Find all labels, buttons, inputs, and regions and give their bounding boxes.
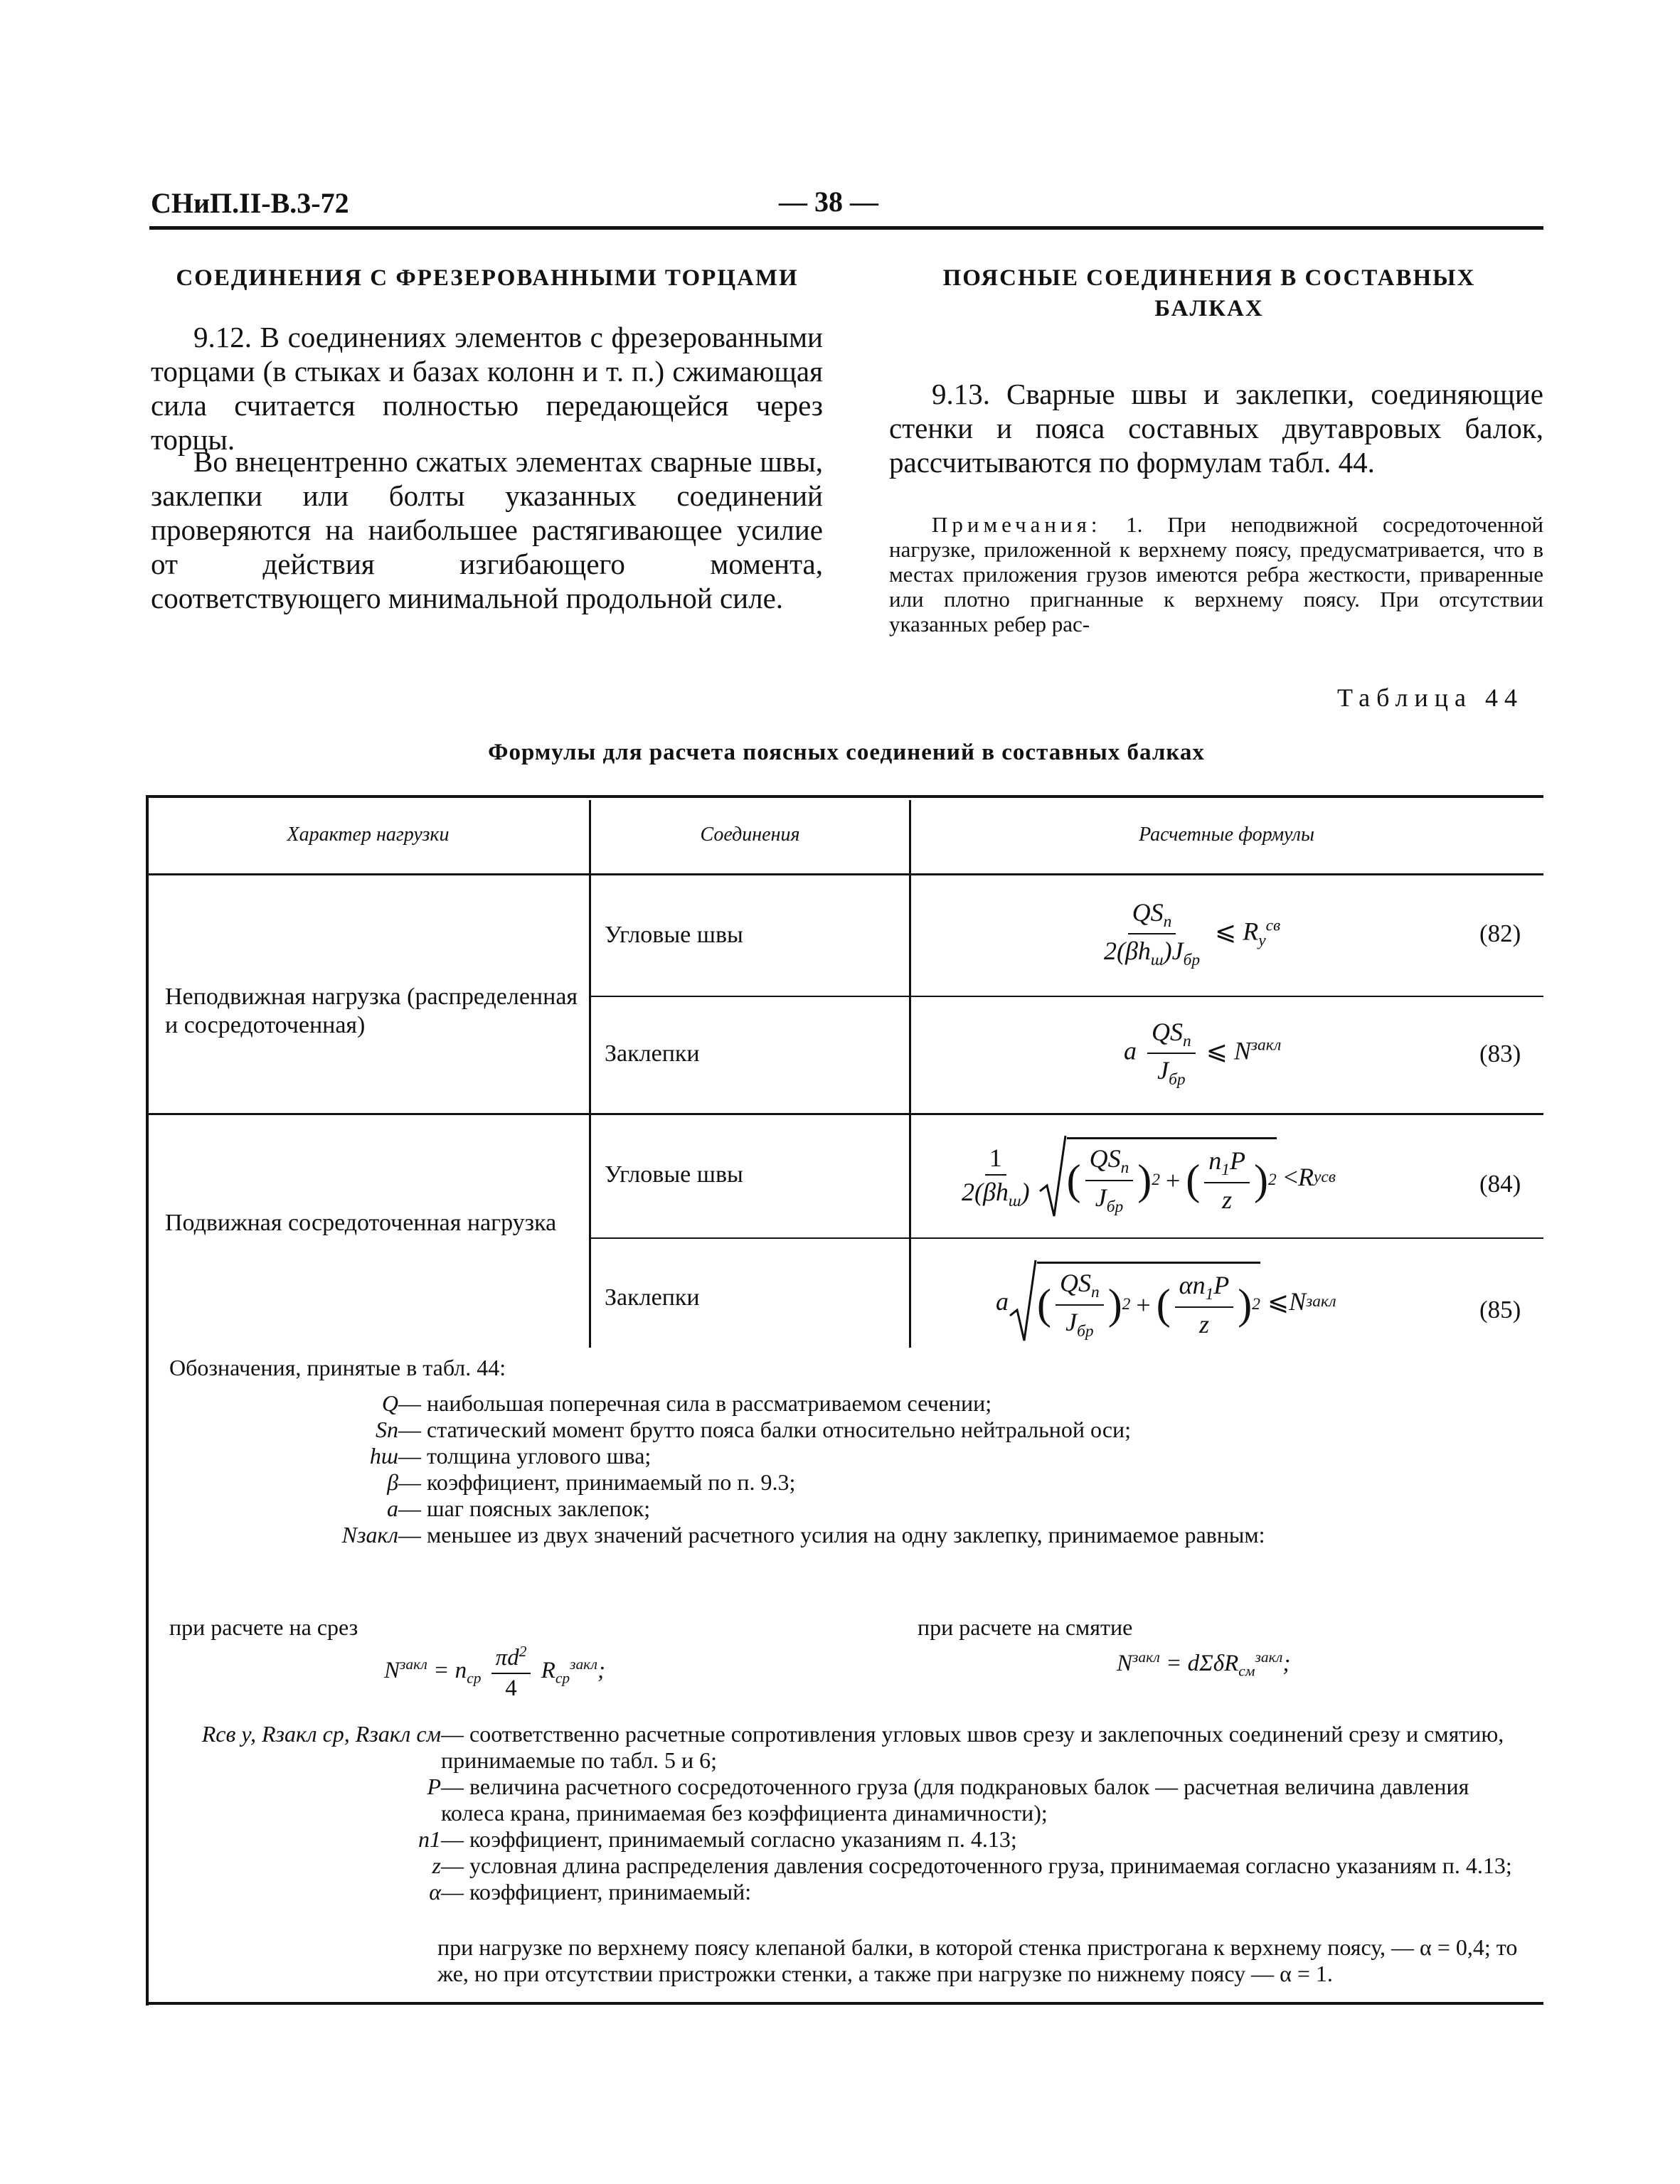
header-load-type: Характер нагрузки	[287, 824, 450, 846]
legend-text: — меньшее из двух значений расчетного усилия на одну заклепку, принимаемое равным:	[398, 1522, 1265, 1548]
legend-text: — соответственно расчетные сопротивления угловых швов срезу и заклепочных соединений срезу и смятию, принимаемые по табл. 5 и 6;	[441, 1721, 1504, 1773]
legend-sym: Q	[381, 1390, 398, 1416]
paragraph-eccentric: Во внецентренно сжатых элементах сварные швы, заклепки или болты указанных соединений проверяются на наибольшее растягивающее усилие от действия изгибающего момента, соответствующего минимальной продольной силе.	[151, 445, 823, 614]
formula-shear: $N^{закл} = n_{ср}$ $\frac{\pi d^2}{4}$ $R_{ср}^{закл}$;	[384, 1643, 605, 1701]
load-fixed: Неподвижная нагрузка (распределенная и сосредоточенная)	[165, 984, 578, 1038]
legend-sym: Sп	[376, 1417, 398, 1442]
legend-intro: Обозначения, принятые в табл. 44:	[169, 1355, 506, 1380]
table-top-rule	[146, 795, 1543, 798]
header-connections: Соединения	[700, 824, 800, 846]
load-moving: Подвижная сосредоточенная нагрузка	[165, 1210, 557, 1236]
legend-sym: P	[427, 1774, 441, 1799]
legend-text: — статический момент брутто пояса балки относительно нейтральной оси;	[398, 1417, 1132, 1442]
conn-fillet-82: Угловые швы	[605, 922, 743, 948]
table-left-border	[146, 795, 149, 2005]
note-text: 1. При неподвижной сосредоточенной нагрузке, приложенной к верхнему поясу, предусматривается, что в местах приложения грузов имеются ребра жесткости, приваренные или плотно пригнанные к верхнему поясу. При отсутствии указанных ребер рас-	[889, 512, 1543, 636]
legend-item-alpha	[192, 1879, 1543, 1905]
legend-sym: Rсв у, Rзакл ср, Rзакл см	[201, 1721, 441, 1747]
table-caption: Формулы для расчета поясных соединений в составных балках	[488, 740, 1205, 765]
legend-sym: z	[432, 1853, 441, 1878]
note-block	[889, 512, 1543, 636]
legend-text: — коэффициент, принимаемый:	[441, 1879, 752, 1905]
formula-85: a ( $\frac{QS_п}{J_{бр}}$ ) 2 + ( $\frac{\alpha n_1P}{z}$ ) 2 ⩽ N закл	[996, 1259, 1336, 1344]
legend-item-p	[192, 1774, 1543, 1826]
right-section-heading: ПОЯСНЫЕ СОЕДИНЕНИЯ В СОСТАВНЫХ БАЛКАХ	[942, 265, 1476, 321]
legend-text: — коэффициент, принимаемый согласно указаниям п. 4.13;	[441, 1826, 1017, 1852]
formula-number-85: (85)	[1479, 1296, 1521, 1323]
legend-sym: β	[387, 1469, 398, 1495]
doc-code: СНиП.II-В.3-72	[151, 187, 349, 219]
conn-rivets-85: Заклепки	[605, 1284, 700, 1311]
legend-item-z	[192, 1853, 1543, 1879]
formula-82: $\frac{QS_п}{2(\beta h_ш)J_{бр}}$ ⩽ $R_у^{св}$	[1104, 898, 1281, 970]
row-rule-82	[589, 996, 1543, 997]
table-bottom-rule	[146, 2002, 1543, 2005]
table-col-divider-1	[589, 800, 591, 1348]
row-rule-84	[589, 1237, 1543, 1239]
legend-text: — величина расчетного сосредоточенного груза (для подкрановых балок — расчетная величина давления колеса крана, принимаемая без коэффициента динамичности);	[441, 1774, 1469, 1826]
formula-number-83: (83)	[1479, 1040, 1521, 1067]
legend-sym: hш	[369, 1443, 398, 1469]
formula-number-84: (84)	[1479, 1170, 1521, 1198]
formula-83: a $\frac{QS_п}{J_{бр}}$ ⩽ $N^{закл}$	[1124, 1018, 1282, 1090]
legend-item-q	[270, 1390, 1543, 1417]
conn-fillet-84: Угловые швы	[605, 1161, 743, 1188]
legend-sym: Nзакл	[341, 1522, 398, 1548]
paragraph-9-12: 9.12. В соединениях элементов с фрезерованными торцами (в стыках и базах колонн и т. п.) сжимающая сила считается полностью передающейся через торцы.	[151, 321, 823, 456]
formula-bearing: $N^{закл} = d\Sigma\delta R_{см}^{закл}$;	[1117, 1648, 1291, 1680]
left-section-heading: СОЕДИНЕНИЯ С ФРЕЗЕРОВАННЫМИ ТОРЦАМИ	[176, 265, 799, 291]
legend-item-r	[192, 1721, 1543, 1774]
table-label: Таблица 44	[1337, 683, 1524, 712]
legend-text: — наибольшая поперечная сила в рассматриваемом сечении;	[398, 1390, 992, 1416]
table-col-divider-2	[909, 800, 911, 1348]
legend-item-sp	[270, 1417, 1543, 1443]
alpha-text: при нагрузке по верхнему поясу клепаной балки, в которой стенка пристрогана к верхнему поясу, — α = 0,4; то же, но при отсутствии пристрожки стенки, а также при нагрузке по нижнему поясу — α = 1.	[437, 1934, 1518, 1986]
legend-sym: α	[429, 1879, 441, 1905]
formula-84: $\frac{1}{2(\beta h_ш)}$ ( $\frac{QS_п}{J_{бр}}$ ) 2 + ( $\frac{n_1P}{z}$ ) 2 < R у св	[953, 1134, 1336, 1220]
sqrt-sign-84	[1038, 1134, 1067, 1220]
page-number: — 38 —	[779, 186, 878, 218]
conn-rivets-83: Заклепки	[605, 1040, 700, 1067]
paragraph-9-13: 9.13. Сварные швы и заклепки, соединяющие стенки и пояса составных двутавровых балок, рассчитываются по формулам табл. 44.	[889, 378, 1543, 479]
table-header-rule	[146, 873, 1543, 875]
legend-text: — толщина углового шва;	[398, 1443, 652, 1469]
formula-number-82: (82)	[1479, 920, 1521, 947]
legend-item-beta	[270, 1469, 1543, 1496]
legend-list	[270, 1390, 1543, 1548]
legend-item-n1	[192, 1826, 1543, 1853]
legend-item-hsh	[270, 1443, 1543, 1469]
shear-label: при расчете на срез	[169, 1614, 358, 1640]
legend-text: — коэффициент, принимаемый по п. 9.3;	[398, 1469, 796, 1495]
legend-item-a	[270, 1496, 1543, 1522]
sqrt-sign-85	[1009, 1259, 1037, 1344]
header-rule	[149, 226, 1543, 230]
group-rule	[146, 1113, 1543, 1115]
legend-sym: n1	[418, 1826, 441, 1852]
legend-item-nzakl	[270, 1522, 1543, 1548]
note-label: Примечания:	[932, 512, 1102, 537]
legend-list-2	[192, 1721, 1543, 1905]
legend-sym: a	[387, 1496, 398, 1521]
header-formulas: Расчетные формулы	[1139, 824, 1314, 846]
legend-text: — условная длина распределения давления сосредоточенного груза, принимаемая согласно указаниям п. 4.13;	[441, 1853, 1512, 1878]
bearing-label: при расчете на смятие	[918, 1614, 1133, 1640]
legend-text: — шаг поясных заклепок;	[398, 1496, 651, 1521]
